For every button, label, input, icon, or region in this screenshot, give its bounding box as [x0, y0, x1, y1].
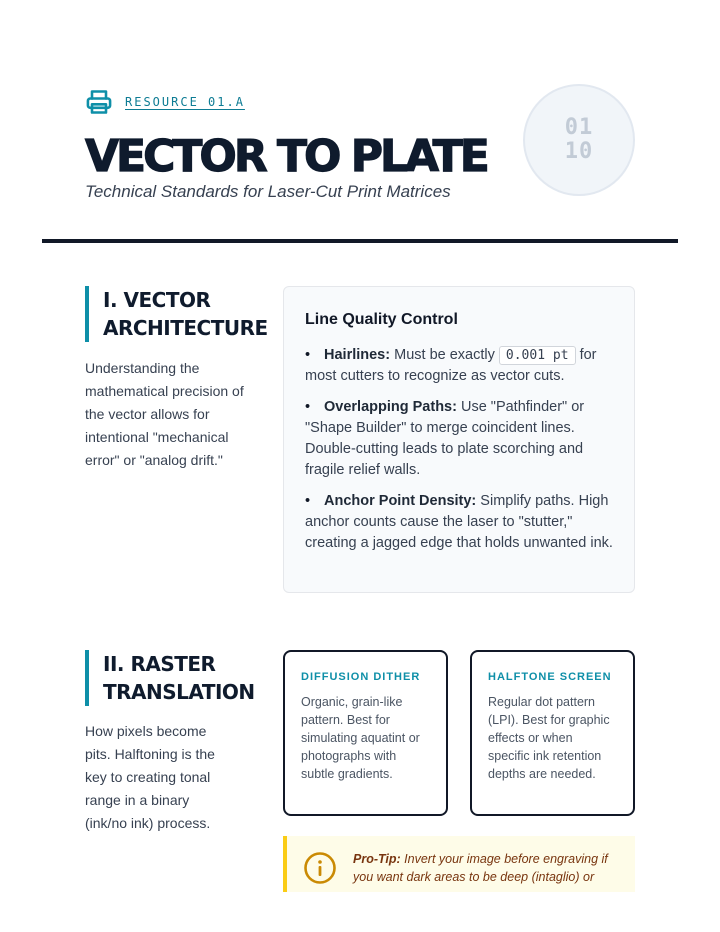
box-title: HALFTONE SCREEN [488, 671, 612, 683]
section-2-heading-line-2: TRANSLATION [103, 680, 255, 704]
box-title: DIFFUSION DITHER [301, 671, 421, 683]
info-icon [303, 851, 337, 885]
badge-line-1: 01 [564, 115, 594, 140]
resource-label: RESOURCE 01.A [125, 95, 245, 109]
page-title: VECTOR TO PLATE [85, 131, 487, 182]
section-2-heading-line-1: II. RASTER [103, 652, 216, 676]
section-1-description: Understanding the mathematical precision of the vector allows for intentional "mechanical error" or "analog drift." [85, 360, 244, 468]
list-item: • Overlapping Paths: Use "Pathfinder" or "Shape Builder" to merge coincident lines. Double-cutting leads to plate scorching and fragile relief walls. [305, 399, 585, 478]
card-title: Line Quality Control [305, 311, 458, 328]
number-badge [523, 84, 635, 196]
code-value: 0.001 pt [499, 346, 576, 365]
box-text: Organic, grain-like pattern. Best for simulating aquatint or photographs with subtle gradients. [301, 695, 420, 781]
badge-line-2: 10 [564, 139, 594, 164]
pro-tip-callout [283, 836, 635, 892]
line-quality-card [283, 286, 635, 593]
box-text: Regular dot pattern (LPI). Best for graphic effects or when specific ink retention depths are needed. [488, 695, 610, 781]
section-1-heading-line-2: ARCHITECTURE [103, 316, 268, 340]
section-2-heading [85, 650, 255, 706]
list-item: • Anchor Point Density: Simplify paths. High anchor counts cause the laser to "stutter," creating a jagged edge that holds unwanted ink. [305, 493, 613, 551]
line-quality-list [305, 345, 614, 554]
pro-tip-text: Pro-Tip: Invert your image before engraving if you want dark areas to be deep (intaglio) or [353, 852, 608, 884]
section-1-heading [85, 286, 268, 342]
printer-icon [85, 88, 113, 116]
section-1-heading-line-1: I. VECTOR [103, 288, 211, 312]
list-item: • Hairlines: Must be exactly 0.001 pt for most cutters to recognize as vector cuts. [305, 347, 597, 384]
page-subtitle: Technical Standards for Laser-Cut Print Matrices [85, 182, 451, 201]
diffusion-dither-box [283, 650, 448, 816]
halftone-screen-box [470, 650, 635, 816]
section-2-description: How pixels become pits. Halftoning is the key to creating tonal range in a binary (ink/no ink) process. [85, 723, 215, 831]
header-divider [42, 239, 678, 243]
